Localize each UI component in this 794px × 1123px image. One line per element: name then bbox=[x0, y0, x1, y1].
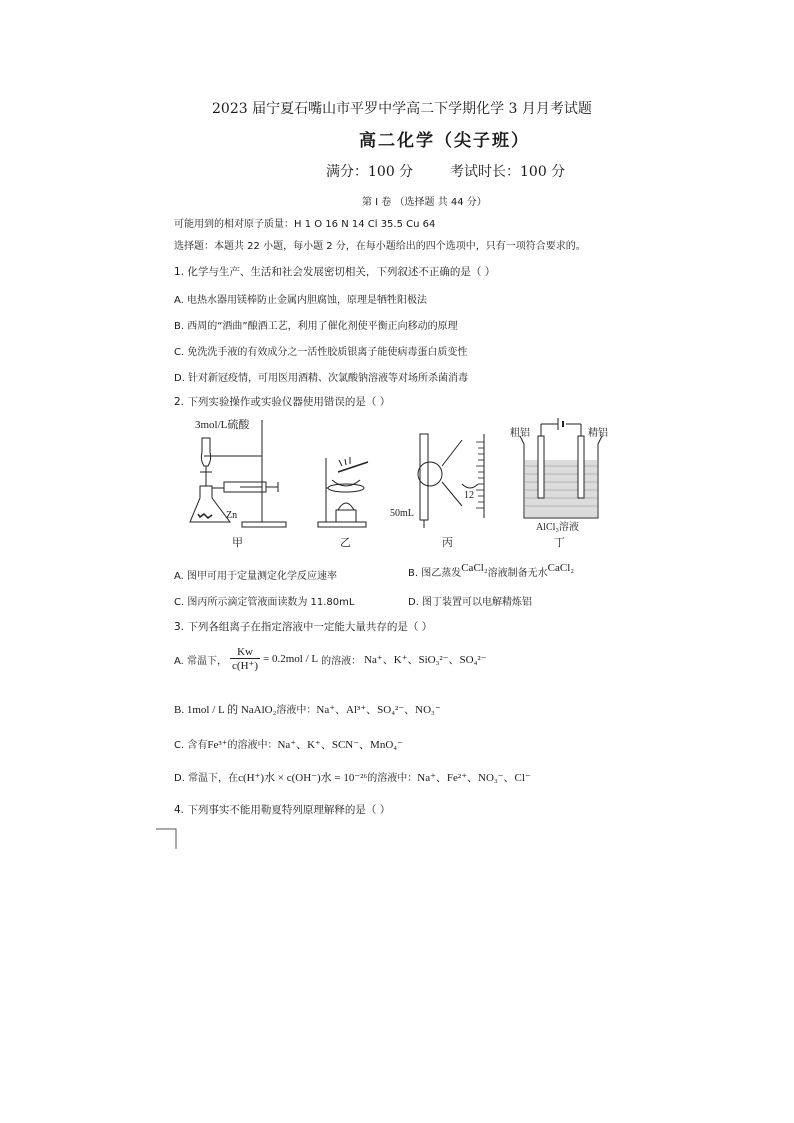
figure-jia bbox=[190, 417, 286, 527]
q3-option-c-pre: C. 含有 bbox=[174, 740, 208, 751]
full-score: 满分：100 分 bbox=[326, 164, 414, 180]
fraction-numerator: Kw bbox=[230, 646, 260, 659]
q3-stem: 3. 下列各组离子在指定溶液中一定能大量共存的是（ ） bbox=[174, 621, 433, 633]
q2-option-d: D. 图丁装置可以电解精炼铝 bbox=[408, 597, 533, 608]
q2-option-a: A. 图甲可用于定量测定化学反应速率 bbox=[174, 571, 338, 582]
figure-yi bbox=[318, 457, 368, 527]
q3-option-a-mid: 的溶液： bbox=[321, 655, 362, 667]
q3-option-d-expr: c(H⁺)水 × c(OH⁻)水 = 10⁻²⁶ bbox=[238, 772, 368, 784]
q2-option-b-chem1: CaCl₂ bbox=[461, 562, 488, 574]
zn-label: Zn bbox=[226, 510, 238, 521]
q1-option-a: A. 电热水器用镁棒防止金属内胆腐蚀，原理是牺牲阳极法 bbox=[174, 295, 428, 306]
crude-al-label: 粗铝 bbox=[510, 428, 530, 439]
q2-stem: 2. 下列实验操作或实验仪器使用错误的是（ ） bbox=[174, 396, 391, 408]
solution-label: AlCl₃溶液 bbox=[536, 522, 579, 533]
q3-option-b-mid: 溶液中： bbox=[276, 705, 317, 716]
page-corner-mark bbox=[156, 828, 178, 850]
q2-option-c: C. 图丙所示滴定管液面读数为 11.80mL bbox=[174, 597, 355, 608]
q1-option-d: D. 针对新冠疫情，可用医用酒精、次氯酸钠溶液等对场所杀菌消毒 bbox=[174, 373, 469, 384]
acid-label: 3mol/L硫酸 bbox=[195, 419, 250, 431]
q3-option-d-mid: 的溶液中： bbox=[367, 773, 418, 784]
q3-option-c-ion: Fe³⁺ bbox=[207, 739, 228, 751]
apparatus-figure bbox=[180, 414, 630, 550]
q3-option-c-mid: 的溶液中： bbox=[227, 740, 278, 751]
atomic-masses: 可能用到的相对原子质量：H 1 O 16 N 14 Cl 35.5 Cu 64 bbox=[174, 219, 436, 230]
q2-option-b bbox=[408, 564, 574, 579]
q2-option-b-pre: B. 图乙蒸发 bbox=[408, 568, 462, 579]
q3-option-a-eq: = 0.2mol / L bbox=[263, 653, 319, 665]
figure-bing bbox=[418, 434, 484, 528]
q1-stem: 1. 化学与生产、生活和社会发展密切相关，下列叙述不正确的是（ ） bbox=[174, 266, 496, 278]
exam-title: 2023 届宁夏石嘴山市平罗中学高二下学期化学 3 月月考试题 bbox=[212, 101, 592, 117]
q3-option-d-pre: D. 常温下，在 bbox=[174, 773, 239, 784]
time-limit: 考试时长：100 分 bbox=[450, 164, 566, 180]
caption-yi: 乙 bbox=[340, 537, 351, 549]
q3-option-b bbox=[174, 701, 441, 717]
fraction-denominator: c(H⁺) bbox=[232, 660, 258, 672]
section-title: 第 I 卷 （选择题 共 44 分） bbox=[362, 197, 487, 208]
q1-option-b: B. 西周的“酒曲”酿酒工艺，利用了催化剂使平衡正向移动的原理 bbox=[174, 321, 458, 332]
q3-option-a bbox=[174, 646, 487, 672]
reading-label: 12 bbox=[464, 490, 474, 501]
q3-option-a-ions: Na⁺、K⁺、SiO₃²⁻、SO₄²⁻ bbox=[364, 654, 487, 666]
q3-option-a-pre: A. 常温下， bbox=[174, 655, 228, 667]
instructions: 选择题：本题共 22 小题，每小题 2 分，在每小题给出的四个选项中，只有一项符合要求的。 bbox=[174, 241, 586, 252]
q2-option-b-mid: 溶液制备无水 bbox=[487, 568, 548, 579]
caption-ding: 丁 bbox=[554, 537, 565, 549]
burette-label: 50mL bbox=[390, 508, 414, 519]
exam-subtitle: 高二化学（尖子班） bbox=[359, 131, 530, 151]
q3-option-b-pre: B. 1mol / L 的 NaAlO₂ bbox=[174, 704, 277, 716]
q3-option-b-ions: Na⁺、Al³⁺、SO₄²⁻、NO₃⁻ bbox=[316, 704, 441, 716]
q4-stem: 4. 下列事实不能用勒夏特列原理解释的是（ ） bbox=[174, 804, 391, 816]
q3-option-c-ions: Na⁺、K⁺、SCN⁻、MnO₄⁻ bbox=[277, 739, 403, 751]
fraction bbox=[230, 646, 260, 672]
q3-option-c bbox=[174, 736, 403, 752]
q1-option-c: C. 免洗洗手液的有效成分之一活性胶质银离子能使病毒蛋白质变性 bbox=[174, 347, 468, 358]
caption-bing: 丙 bbox=[442, 537, 453, 549]
pure-al-label: 精铝 bbox=[588, 428, 608, 439]
q3-option-d bbox=[174, 769, 531, 785]
caption-jia: 甲 bbox=[232, 537, 243, 549]
q2-option-b-chem2: CaCl₂ bbox=[547, 562, 575, 574]
q3-option-d-ions: Na⁺、Fe²⁺、NO₃⁻、Cl⁻ bbox=[417, 772, 531, 784]
